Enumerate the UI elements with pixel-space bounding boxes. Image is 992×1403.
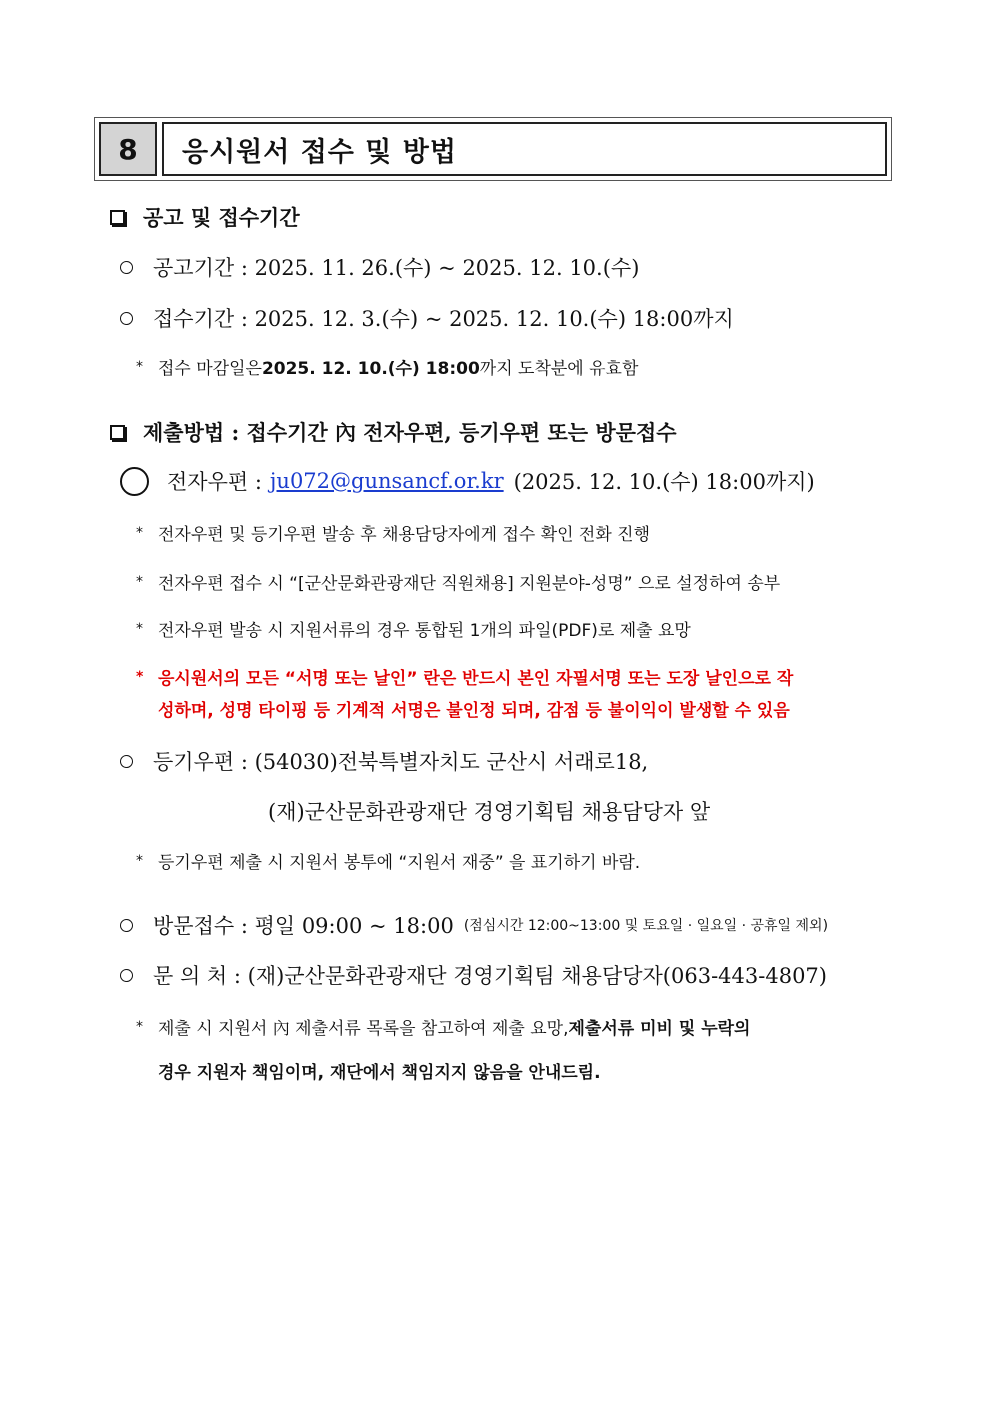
- small-circle-icon: [120, 261, 133, 274]
- small-circle-icon: [120, 969, 133, 982]
- small-circle-icon: [120, 755, 133, 768]
- subsection-period: [108, 202, 300, 232]
- subsection-method-title: 제출방법 : 접수기간 內 전자우편, 등기우편 또는 방문접수: [143, 420, 677, 445]
- email-note-3: [136, 616, 691, 641]
- signature-warning-text: 성하며, 성명 타이핑 등 기계적 서명은 불인정 되며, 감점 등 불이익이 발생할 수 있음: [158, 701, 790, 721]
- large-circle-icon: [120, 467, 149, 496]
- registered-mail-recipient: [268, 796, 710, 826]
- email-note-1: [136, 520, 650, 545]
- checkbox-square-icon: [110, 425, 125, 440]
- checkbox-square-icon: [110, 210, 125, 225]
- subsection-method: [108, 417, 677, 447]
- announce-period-text: 공고기간 : 2025. 11. 26.(수) ~ 2025. 12. 10.(수): [153, 256, 640, 280]
- asterisk-icon: *: [136, 620, 143, 637]
- receipt-period: [120, 303, 734, 333]
- announce-period: [120, 252, 639, 282]
- signature-warning-text: 응시원서의 모든 “서명 또는 날인” 란은 반드시 본인 자필서명 또는 도장 날인으로 작: [158, 669, 794, 689]
- final-note-line2: [158, 1058, 601, 1083]
- email-deadline: (2025. 12. 10.(수) 18:00까지): [513, 470, 815, 494]
- receipt-period-text: 접수기간 : 2025. 12. 3.(수) ~ 2025. 12. 10.(수) 18:00까지: [153, 307, 734, 331]
- final-note-bold: 경우 지원자 책임이며, 재단에서 책임지지 않음을 안내드림.: [158, 1063, 601, 1083]
- section-title: 응시원서 접수 및 방법: [162, 122, 887, 176]
- contact-text: 문 의 처 : (재)군산문화관광재단 경영기획팀 채용담당자(063-443-4807): [153, 964, 827, 988]
- deadline-note: [136, 354, 638, 379]
- asterisk-icon: *: [136, 852, 143, 869]
- registered-mail-note-text: 등기우편 제출 시 지원서 봉투에 “지원서 재중” 을 표기하기 바람.: [158, 853, 641, 873]
- asterisk-icon: *: [136, 1018, 143, 1035]
- visit-exceptions: (점심시간 12:00~13:00 및 토요일 · 일요일 · 공휴일 제외): [463, 918, 829, 934]
- section-number: 8: [99, 122, 157, 176]
- email-note-text: 전자우편 접수 시 “[군산문화관광재단 직원채용] 지원분야-성명” 으로 설정하여 송부: [158, 574, 781, 594]
- contact-info: [120, 960, 827, 990]
- registered-mail: [120, 746, 648, 776]
- email-label: 전자우편 :: [167, 470, 262, 494]
- email-method: [120, 466, 815, 496]
- email-link[interactable]: ju072@gunsancf.or.kr: [269, 469, 504, 493]
- email-note-2: [136, 569, 780, 594]
- asterisk-icon: *: [136, 668, 144, 685]
- signature-warning-line2: [158, 696, 790, 721]
- signature-warning-line1: [136, 664, 793, 689]
- asterisk-icon: *: [136, 358, 143, 375]
- subsection-period-title: 공고 및 접수기간: [143, 205, 300, 230]
- deadline-note-date: 2025. 12. 10.(수) 18:00: [261, 359, 480, 379]
- final-note-bold: 제출서류 미비 및 누락의: [568, 1019, 751, 1039]
- deadline-note-post: 까지 도착분에 유효함: [479, 359, 639, 379]
- registered-mail-address: 등기우편 : (54030)전북특별자치도 군산시 서래로18,: [153, 750, 649, 774]
- visit-hours: 방문접수 : 평일 09:00 ~ 18:00: [153, 914, 454, 938]
- deadline-note-pre: 접수 마감일은: [158, 359, 262, 379]
- registered-mail-note: [136, 848, 640, 873]
- registered-mail-recipient-text: (재)군산문화관광재단 경영기획팀 채용담당자 앞: [268, 800, 711, 824]
- asterisk-icon: *: [136, 573, 143, 590]
- email-note-text: 전자우편 발송 시 지원서류의 경우 통합된 1개의 파일(PDF)로 제출 요망: [158, 621, 691, 641]
- email-note-text: 전자우편 및 등기우편 발송 후 채용담당자에게 접수 확인 전화 진행: [158, 525, 651, 545]
- small-circle-icon: [120, 919, 133, 932]
- small-circle-icon: [120, 312, 133, 325]
- final-note-text: 제출 시 지원서 內 제출서류 목록을 참고하여 제출 요망,: [158, 1019, 569, 1039]
- final-note-line1: [136, 1014, 750, 1039]
- visit-method: [120, 910, 828, 940]
- section-header: [94, 117, 892, 181]
- asterisk-icon: *: [136, 524, 143, 541]
